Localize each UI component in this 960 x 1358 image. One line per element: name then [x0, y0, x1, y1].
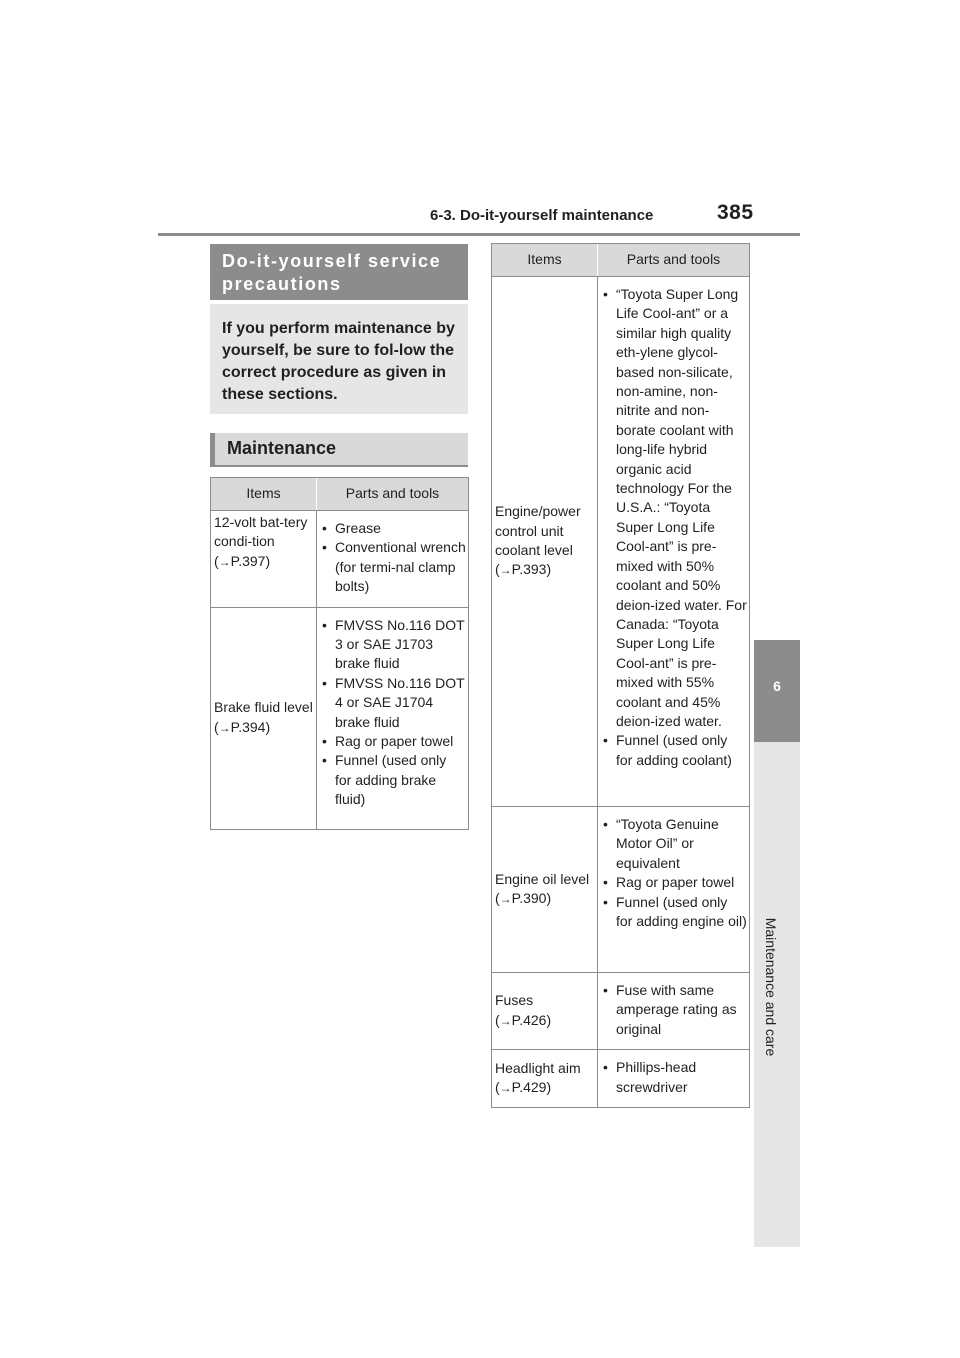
- page-reference-link[interactable]: (→P.393): [495, 561, 552, 578]
- col-items: Items: [211, 478, 317, 511]
- arrow-right-icon: →: [218, 554, 231, 569]
- page-reference-link[interactable]: (→P.390): [495, 890, 552, 906]
- tool-item: • Conventional wrench (for termi-nal clamp bolts): [321, 538, 466, 596]
- item-cell: [492, 973, 598, 1050]
- tools-cell: [598, 973, 750, 1050]
- tool-item: • Grease: [321, 519, 466, 538]
- page-reference-link[interactable]: (→P.426): [495, 1011, 552, 1028]
- page-reference: P.429: [511, 1079, 547, 1096]
- tool-item: • Funnel (used only for adding coolant): [602, 731, 747, 770]
- tool-item: • FMVSS No.116 DOT 3 or SAE J1703 brake fluid: [321, 616, 466, 674]
- table-row: [492, 277, 750, 807]
- header-rule: [158, 233, 800, 236]
- item-name: Headlight aim: [495, 1059, 581, 1076]
- tools-list: [602, 815, 747, 931]
- item-name: Engine/power control unit coolant level: [495, 503, 581, 558]
- arrow-right-icon: →: [218, 720, 231, 735]
- diy-intro: If you perform maintenance by yourself, be sure to fol-low the correct procedure as given in these sections.: [210, 304, 468, 414]
- tool-item: • “Toyota Genuine Motor Oil” or equivalent: [602, 815, 747, 873]
- tools-cell: [317, 607, 469, 829]
- tools-list: [321, 616, 466, 810]
- tools-list: [321, 519, 466, 597]
- maintenance-table-right: [491, 243, 750, 1108]
- chapter-label: Maintenance and care: [763, 917, 779, 1057]
- tool-item: • “Toyota Super Long Life Cool-ant” or a similar high quality eth-ylene glycol-based non-silicate, non-amine, non-nitrite and non-borate coolant with long-life hybrid organic acid technology For the U.S.A.: “Toyota Super Long Life Cool-ant” is pre-mixed with 50% coolant and 50% deion-ized water. For Canada: “Toyota Super Long Life Cool-ant” is pre-mixed with 55% coolant and 45% deion-ized water.: [602, 285, 747, 731]
- tool-item: • Rag or paper towel: [602, 873, 747, 892]
- item-cell: [211, 607, 317, 829]
- tool-item: • Funnel (used only for adding brake fluid): [321, 751, 466, 809]
- page-reference: P.397: [230, 552, 266, 569]
- page-reference: P.390: [511, 890, 547, 906]
- page-reference: P.394: [230, 718, 266, 735]
- diy-heading: Do-it-yourself service precautions: [210, 244, 468, 300]
- page-reference: P.426: [511, 1011, 547, 1028]
- chapter-tab[interactable]: [754, 640, 800, 742]
- table-row: [492, 1050, 750, 1108]
- table-row: [211, 511, 469, 608]
- item-name: Brake fluid level: [214, 699, 313, 716]
- page-reference-link[interactable]: (→P.429): [495, 1079, 552, 1096]
- table-row: [492, 807, 750, 973]
- tool-item: • Fuse with same amperage rating as original: [602, 981, 747, 1039]
- chapter-number: 6: [773, 678, 781, 694]
- item-name: 12-volt bat-tery condi-tion: [214, 514, 308, 550]
- tools-list: [602, 285, 747, 770]
- item-cell: [492, 277, 598, 807]
- table-row: [211, 607, 469, 829]
- item-name: Engine oil level: [495, 870, 590, 887]
- arrow-right-icon: →: [499, 892, 512, 906]
- tools-list: [602, 1058, 747, 1097]
- page-reference: P.393: [511, 561, 547, 578]
- tools-cell: [598, 1050, 750, 1108]
- item-name: Fuses: [495, 992, 534, 1009]
- tool-item: • Funnel (used only for adding engine oil): [602, 893, 747, 932]
- arrow-right-icon: →: [499, 563, 512, 578]
- page-number: 385: [717, 201, 754, 224]
- item-cell: [492, 1050, 598, 1108]
- tools-list: [602, 981, 747, 1039]
- item-cell: [211, 511, 317, 608]
- item-cell: [492, 807, 598, 973]
- section-title: 6-3. Do-it-yourself maintenance: [430, 207, 654, 224]
- tool-item: • FMVSS No.116 DOT 4 or SAE J1704 brake fluid: [321, 674, 466, 732]
- maintenance-heading: Maintenance: [210, 433, 468, 467]
- tools-cell: [598, 807, 750, 973]
- col-tools: Parts and tools: [317, 478, 469, 511]
- tools-cell: [317, 511, 469, 608]
- arrow-right-icon: →: [499, 1013, 512, 1028]
- table-row: [492, 973, 750, 1050]
- page-reference-link[interactable]: (→P.397): [214, 552, 271, 569]
- tool-item: • Rag or paper towel: [321, 732, 466, 751]
- col-items: Items: [492, 244, 598, 277]
- tool-item: • Phillips-head screwdriver: [602, 1058, 747, 1097]
- col-tools: Parts and tools: [598, 244, 750, 277]
- maintenance-table-left: [210, 477, 469, 830]
- page-reference-link[interactable]: (→P.394): [214, 718, 271, 735]
- tools-cell: [598, 277, 750, 807]
- arrow-right-icon: →: [499, 1081, 512, 1096]
